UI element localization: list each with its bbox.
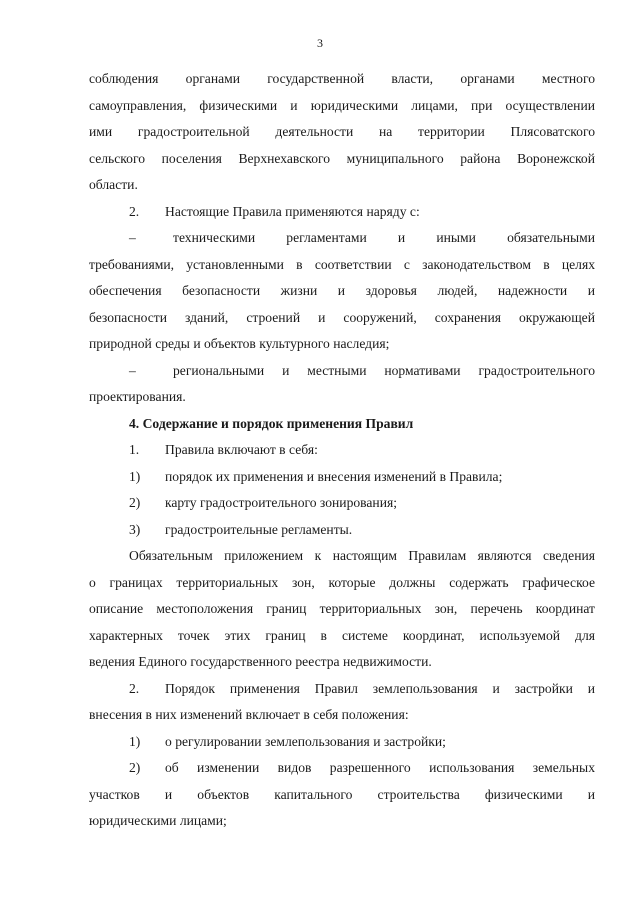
item-text: Настоящие Правила применяются наряду с: xyxy=(165,203,420,219)
text-line: о границах территориальных зон, которые должны содержать графическое xyxy=(89,574,595,590)
numbered-paragraph xyxy=(89,437,595,464)
text-line: соблюдения органами государственной власти, органами местного xyxy=(89,71,595,86)
item-text: об изменении видов разрешенного использования земельных xyxy=(165,760,595,775)
list-item xyxy=(89,729,595,756)
item-text: Порядок применения Правил землепользования и застройки и xyxy=(165,680,595,696)
item-text: порядок их применения и внесения изменений в Правила; xyxy=(165,468,503,484)
item-number: 3) xyxy=(129,521,141,537)
text-line: участков и объектов капитального строительства физическими и xyxy=(89,786,595,802)
text-line: ими градостроительной деятельности на территории Плясоватского xyxy=(89,124,595,139)
item-number: 2. xyxy=(129,680,140,696)
dash-list-item xyxy=(89,358,595,411)
text-line xyxy=(89,676,595,703)
text-line: сельского поселения Верхнехавского муниципального района Воронежской xyxy=(89,150,595,166)
text-line: проектирования. xyxy=(89,389,186,404)
item-text: карту градостроительного зонирования; xyxy=(165,495,398,510)
text-line: юридическими лицами; xyxy=(89,813,227,828)
text-line: области. xyxy=(89,177,138,192)
list-item xyxy=(89,517,595,544)
item-number: 1) xyxy=(129,468,141,484)
text-line: описание местоположения границ территориальных зон, перечень координат xyxy=(89,601,595,616)
list-item xyxy=(89,464,595,491)
item-number: 2) xyxy=(129,760,141,775)
page-number: 3 xyxy=(317,36,323,50)
text-line: безопасности зданий, строений и сооружений, сохранения окружающей xyxy=(89,309,595,325)
document-body xyxy=(89,66,595,835)
text-line: Обязательным приложением к настоящим Правилам являются сведения xyxy=(129,548,595,563)
item-text: Правила включают в себя: xyxy=(165,442,318,457)
dash-marker: – xyxy=(129,362,136,378)
numbered-paragraph xyxy=(89,676,595,729)
text-line: ведения Единого государственного реестра недвижимости. xyxy=(89,654,432,669)
item-number: 1) xyxy=(129,733,141,749)
item-number: 2. xyxy=(129,203,140,219)
item-text: техническими регламентами и иными обязательными xyxy=(173,230,595,245)
dash-marker: – xyxy=(129,230,136,245)
item-number: 1. xyxy=(129,442,140,457)
item-text: о регулировании землепользования и застройки; xyxy=(165,733,446,749)
text-line xyxy=(89,755,595,782)
section-heading: 4. Содержание и порядок применения Правил xyxy=(129,415,414,431)
text-line: обеспечения безопасности жизни и здоровья людей, надежности и xyxy=(89,283,595,298)
item-number: 2) xyxy=(129,495,141,510)
item-text: градостроительные регламенты. xyxy=(165,521,353,537)
text-line: внесения в них изменений включает в себя положения: xyxy=(89,707,409,722)
item-text: региональными и местными нормативами градостроительного xyxy=(173,362,595,378)
list-item xyxy=(89,490,595,517)
text-line: самоуправления, физическими и юридическими лицами, при осуществлении xyxy=(89,97,595,113)
list-item xyxy=(89,755,595,835)
text-line xyxy=(89,225,595,252)
paragraph xyxy=(89,543,595,676)
text-line xyxy=(89,358,595,385)
text-line: требованиями, установленными в соответствии с законодательством в целях xyxy=(89,256,595,272)
text-line: природной среды и объектов культурного наследия; xyxy=(89,336,390,351)
text-line: характерных точек этих границ в системе координат, используемой для xyxy=(89,627,595,643)
numbered-paragraph xyxy=(89,199,595,226)
dash-list-item xyxy=(89,225,595,358)
paragraph-continuation xyxy=(89,66,595,199)
